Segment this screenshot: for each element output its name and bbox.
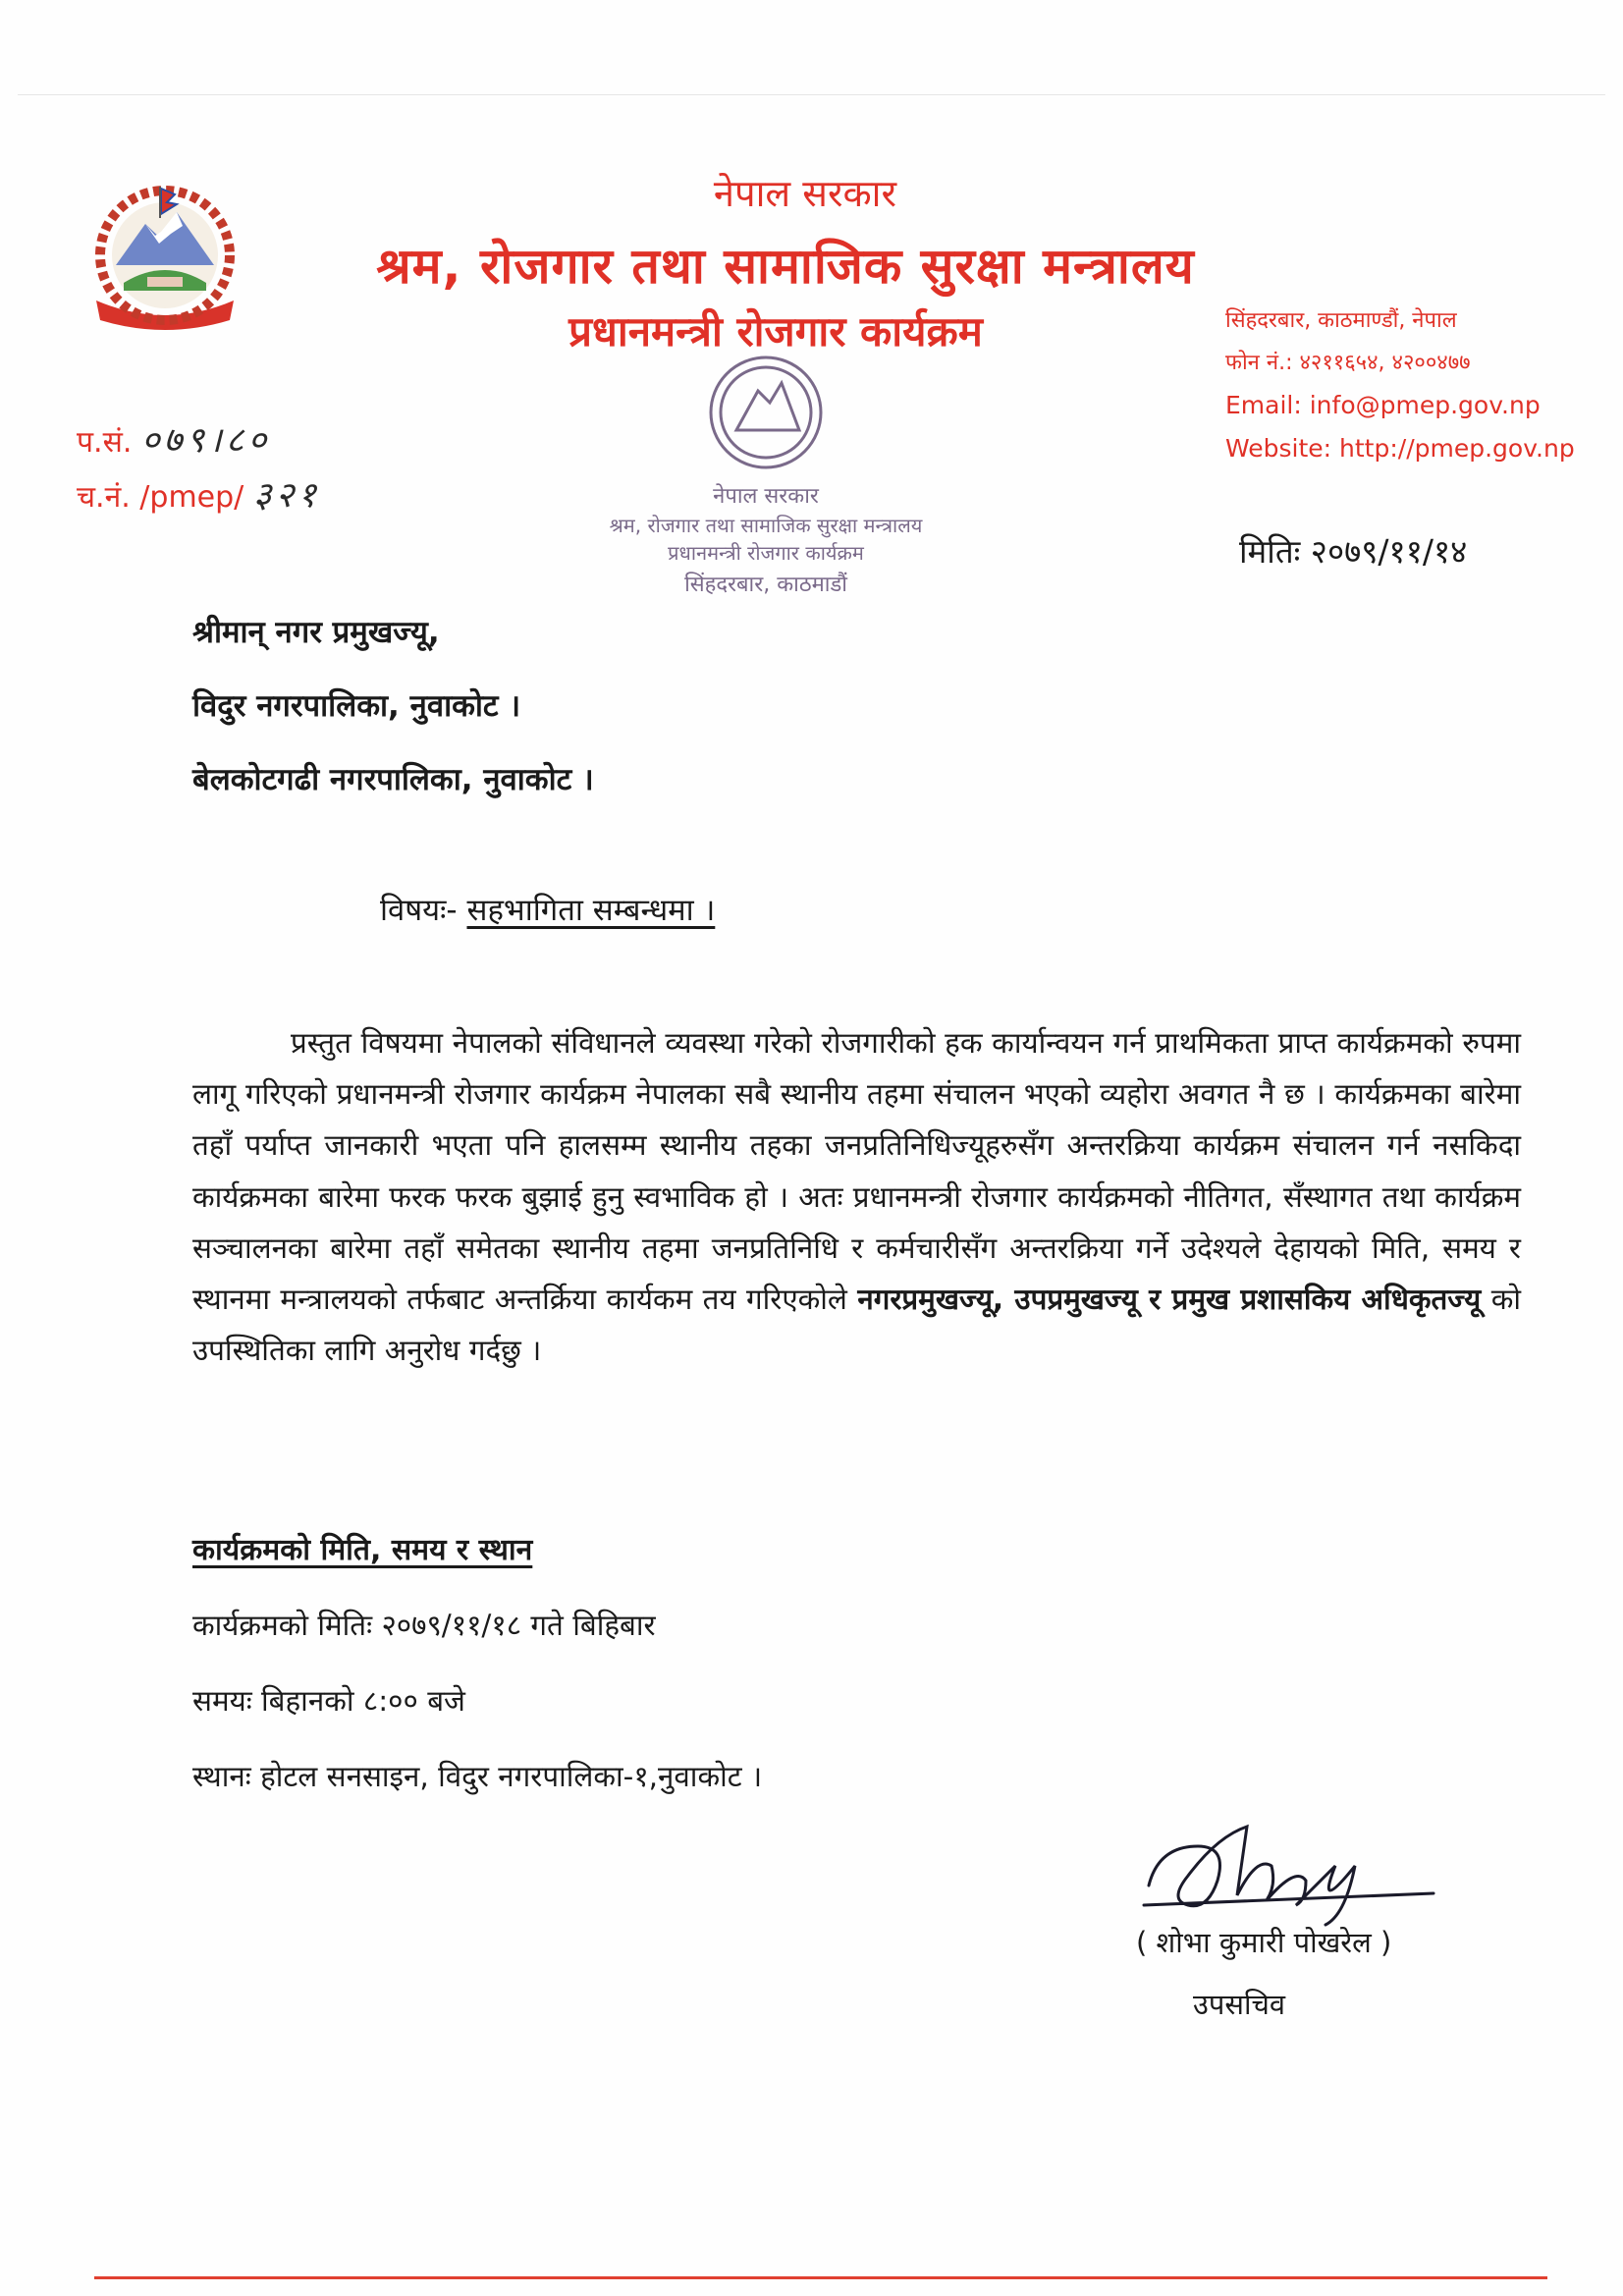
stamp-line1: नेपाल सरकार: [713, 484, 819, 509]
body-bold-officials: नगरप्रमुखज्यू, उपप्रमुखज्यू र प्रमुख प्रशासकिय अधिकृतज्यू: [857, 1283, 1482, 1317]
top-rule: [18, 94, 1605, 95]
programme-time: समयः बिहानको ८:०० बजे: [192, 1684, 465, 1718]
addressee-line: बेलकोटगढी नगरपालिका, नुवाकोट ।: [192, 762, 594, 797]
signatory-title: उपसचिव: [1193, 1988, 1286, 2021]
addressee-line: विदुर नगरपालिका, नुवाकोट ।: [192, 688, 521, 724]
programme-venue: स्थानः होटल सनसाइन, विदुर नगरपालिका-१,नुवाकोट ।: [192, 1760, 763, 1793]
office-address: सिंहदरबार, काठमाण्डौं, नेपाल: [1225, 308, 1457, 333]
cn-value: ३२१: [252, 475, 321, 516]
chalani-number: [77, 469, 320, 518]
handwritten-signature-icon: [1129, 1807, 1453, 1935]
ps-label: प.सं.: [77, 425, 133, 460]
programme-details-heading: कार्यक्रमको मिति, समय र स्थान: [192, 1533, 533, 1567]
office-stamp-icon: [589, 334, 943, 629]
patra-sankhya: [77, 414, 270, 463]
office-website: Website: http://pmep.gov.np: [1225, 434, 1575, 463]
cn-label: च.नं. /pmep/: [77, 480, 244, 515]
body-part2: को उपस्थितिका लागि अनुरोध गर्दछु ।: [192, 1283, 1521, 1368]
signatory-name: ( शोभा कुमारी पोखरेल ): [1136, 1926, 1392, 1959]
body-part1: प्रस्तुत विषयमा नेपालको संविधानले व्यवस्था गरेको रोजगारीको हक कार्यान्वयन गर्न प्राथमिकता प्राप्त कार्यक्रमको रुपमा लागू गरिएको प्रधानमन्त्री रोजगार कार्यक्रम नेपालका सबै स्थानीय तहमा संचालन भएको व्यहोरा अवगत नै छ । कार्यक्रमका बारेमा तहाँ पर्याप्त जानकारी भएता पनि हालसम्म स्थानीय तहका जनप्रतिनिधिज्यूहरुसँग अन्तरक्रिया कार्यक्रम संचालन गर्न नसकिदा कार्यक्रमका बारेमा फरक फरक बुझाई हुनु स्वभाविक हो । अतः प्रधानमन्त्री रोजगार कार्यक्रमको नीतिगत, सँस्थागत तथा कार्यक्रम सञ्चालनका बारेमा तहाँ समेतका स्थानीय तहमा जनप्रतिनिधि र कर्मचारीसँग अन्तरक्रिया गर्ने उदेश्यले देहायको मिति, समय र स्थानमा मन्त्रालयको तर्फबाट अन्तर्क्रिया कार्यकम तय गरिएकोले: [192, 1026, 1521, 1317]
office-email: Email: info@pmep.gov.np: [1225, 391, 1541, 419]
stamp-line4: सिंहदरबार, काठमाडौं: [684, 573, 847, 597]
letter-body: [192, 1017, 1521, 1376]
footer-rule: [94, 2276, 1547, 2279]
nepal-emblem-icon: [77, 175, 253, 332]
addressee-line: श्रीमान् नगर प्रमुखज्यू,: [192, 615, 440, 650]
stamp-line3: प्रधानमन्त्री रोजगार कार्यक्रम: [668, 541, 864, 565]
government-heading: नेपाल सरकार: [713, 172, 897, 215]
programme-heading: प्रधानमन्त्री रोजगार कार्यक्रम: [568, 307, 983, 355]
subject-line: [380, 889, 715, 930]
ps-value: ०७९।८०: [140, 420, 271, 461]
subject-text: सहभागिता सम्बन्धमा ।: [466, 893, 716, 928]
office-phone: फोन नं.: ४२११६५४, ४२००४७७: [1225, 351, 1471, 375]
subject-label: विषयः-: [380, 893, 458, 928]
programme-date: कार्यक्रमको मितिः २०७९/११/१८ गते बिहिबार: [192, 1609, 656, 1642]
stamp-line2: श्रम, रोजगार तथा सामाजिक सुरक्षा मन्त्रालय: [609, 514, 923, 537]
letter-date: मितिः २०७९/११/१४: [1239, 532, 1468, 571]
ministry-heading: श्रम, रोजगार तथा सामाजिक सुरक्षा मन्त्रालय: [376, 238, 1195, 295]
